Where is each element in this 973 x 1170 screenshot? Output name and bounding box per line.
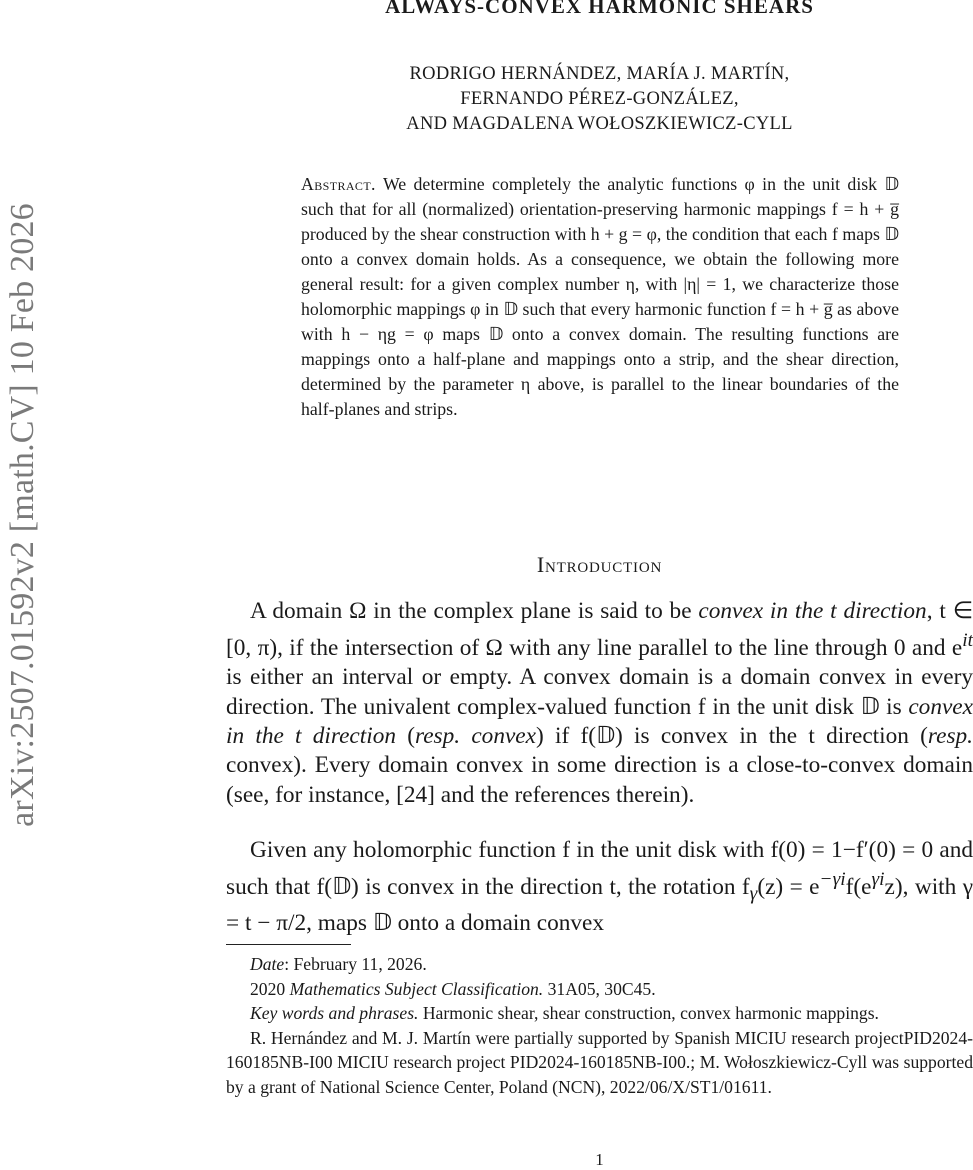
author-line: RODRIGO HERNÁNDEZ, MARÍA J. MARTÍN, (409, 64, 790, 84)
text-run: z), with γ = t − π/2, maps 𝔻 onto a domain convex (226, 874, 973, 937)
subscript: γ (749, 883, 758, 905)
footnote-date (226, 952, 973, 977)
footnote-funding: R. Hernández and M. J. Martín were partially supported by Spanish MICIU research projectPID2024-160185NB-I00 MICIU research project PID2024-160185NB-I00.; M. Wołoszkiewicz-Cyll was supported by a grant of National Science Center, Poland (NCN), 2022/06/X/ST1/01611. (226, 1027, 973, 1097)
intro-paragraph-2 (226, 836, 973, 938)
author-line: AND MAGDALENA WOŁOSZKIEWICZ-CYLL (406, 114, 793, 134)
footnote-value: : February 11, 2026. (284, 954, 427, 974)
footnote-rule (226, 944, 351, 945)
text-run: ) if f(𝔻) is convex in the t direction ( (536, 722, 928, 749)
text-run: ( (396, 722, 416, 749)
emphasis: convex in the t direction (226, 693, 973, 749)
intro-paragraph-1 (226, 597, 973, 810)
footnote-value: 31A05, 30C45. (543, 978, 656, 999)
footnote-value: 2020 (250, 978, 290, 999)
superscript: it (962, 630, 973, 652)
author-list (226, 62, 973, 137)
emphasis: resp. convex (415, 722, 536, 749)
text-run: , t ∈ [0, π), if the intersection of Ω with any line parallel to the line through 0 and e (226, 598, 973, 662)
section-heading: Introduction (536, 552, 663, 577)
superscript: γi (871, 869, 885, 891)
page-number: 1 (595, 1150, 604, 1169)
paper-title: ALWAYS-CONVEX HARMONIC SHEARS (385, 0, 814, 18)
footnote-keywords (226, 1001, 973, 1026)
abstract (301, 172, 899, 422)
footnote-label: Mathematics Subject Classification. (289, 978, 544, 999)
author-line: FERNANDO PÉREZ-GONZÁLEZ, (460, 89, 739, 109)
text-run: Given any holomorphic function f in the unit disk with f(0) = 1−f′(0) = 0 and such that f(𝔻) is convex in the direction t, the rotation f (226, 837, 973, 901)
footnotes (226, 952, 973, 1099)
footnote-value: Harmonic shear, shear construction, convex harmonic mappings. (418, 1003, 879, 1023)
arxiv-sidebar (0, 120, 46, 910)
text-run: f(e (845, 874, 872, 901)
emphasis: convex in the t direction (698, 598, 927, 624)
superscript: −γi (819, 869, 846, 891)
text-run: A domain Ω in the complex plane is said to be (250, 598, 699, 624)
text-run: (z) = e (757, 874, 820, 901)
abstract-label: Abstract. (301, 174, 376, 194)
footnote-label: Key words and phrases. (250, 1003, 419, 1023)
emphasis: resp. (927, 722, 973, 749)
arxiv-identifier: arXiv:2507.01592v2 [math.CV] 10 Feb 2026 (4, 203, 41, 827)
text-run: convex). Every domain convex in some direction is a close-to-convex domain (see, for instance, [24] and the references therein). (226, 752, 973, 808)
text-run: is either an interval or empty. A convex domain is a domain convex in every direction. The univalent complex-valued function f in the unit disk 𝔻 is (226, 664, 973, 720)
footnote-msc (226, 977, 973, 1002)
abstract-text: We determine completely the analytic functions φ in the unit disk 𝔻 such that for all (normalized) orientation-preserving harmonic mappings f = h + g̅ produced by the shear construction with h + g = φ, the condition that each f maps 𝔻 onto a convex domain holds. As a consequence, we obtain the following more general result: for a given complex number η, with |η| = 1, we characterize those holomorphic mappings φ in 𝔻 such that every harmonic function f = h + g̅ as above with h − ηg = φ maps 𝔻 onto a convex domain. The resulting functions are mappings onto a half-plane and mappings onto a strip, and the shear direction, determined by the parameter η above, is parallel to the linear boundaries of the half-planes and strips. (301, 174, 899, 419)
footnote-label: Date (250, 954, 285, 974)
